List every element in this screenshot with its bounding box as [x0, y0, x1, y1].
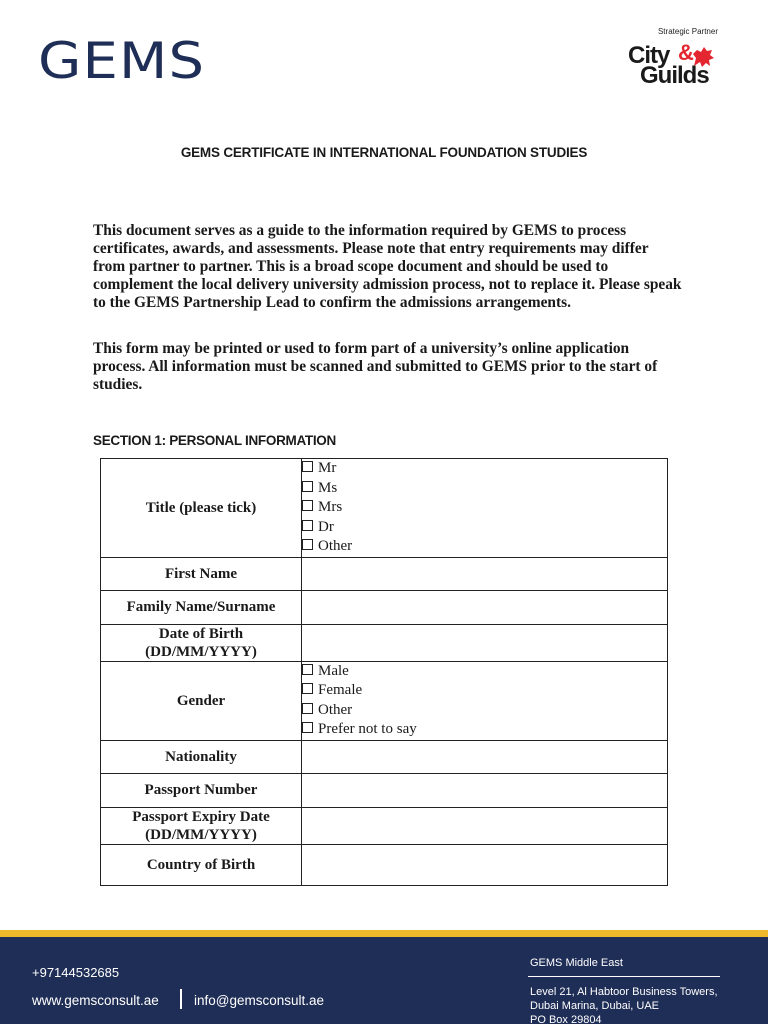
footer-email-link[interactable]: info@gemsconsult.ae: [194, 993, 325, 1008]
first-name-label: First Name: [101, 557, 302, 590]
intro-paragraph-1: This document serves as a guide to the information required by GEMS to process certificates, awards, and assessments. Please note that entry requirements may differ from partner to partner. This is a broad scope document and should be used to complement the local delivery university admission process, not to replace it. Please speak to the GEMS Partnership Lead to confirm the admissions arrangements.: [93, 222, 682, 311]
checkbox-icon[interactable]: [302, 539, 313, 550]
table-row: [101, 624, 668, 661]
passport-number-label: Passport Number: [101, 773, 302, 807]
checkbox-icon[interactable]: [302, 520, 313, 531]
personal-information-table: [100, 458, 668, 886]
table-row: [101, 773, 668, 807]
footer-address: Level 21, Al Habtoor Business Towers, Dubai Marina, Dubai, UAE PO Box 29804: [530, 986, 718, 1026]
footer-phone[interactable]: +97144532685: [32, 965, 120, 980]
table-row: [101, 459, 668, 558]
title-option-dr[interactable]: Dr: [302, 518, 667, 538]
partner-line-city: City: [628, 42, 670, 69]
passport-expiry-label: Passport Expiry Date (DD/MM/YYYY): [101, 807, 302, 844]
partner-ampersand: &: [678, 40, 694, 65]
passport-number-field[interactable]: [302, 773, 668, 807]
passport-expiry-field[interactable]: [302, 807, 668, 844]
table-row: [101, 661, 668, 740]
table-row: [101, 557, 668, 590]
footer-divider: [180, 989, 182, 1009]
nationality-label: Nationality: [101, 740, 302, 773]
country-of-birth-field[interactable]: [302, 844, 668, 885]
gender-option-male[interactable]: Male: [302, 662, 667, 682]
section-1-heading: SECTION 1: PERSONAL INFORMATION: [93, 433, 336, 448]
checkbox-icon[interactable]: [302, 703, 313, 714]
gender-label: Gender: [101, 661, 302, 740]
family-name-label: Family Name/Surname: [101, 590, 302, 624]
document-title: GEMS CERTIFICATE IN INTERNATIONAL FOUNDATION STUDIES: [180, 145, 588, 160]
title-option-mrs[interactable]: Mrs: [302, 498, 667, 518]
intro-paragraph-2: This form may be printed or used to form part of a university’s online application process. All information must be scanned and submitted to GEMS prior to the start of studies.: [93, 340, 658, 393]
title-option-ms[interactable]: Ms: [302, 479, 667, 499]
gender-option-other[interactable]: Other: [302, 701, 667, 721]
checkbox-icon[interactable]: [302, 481, 313, 492]
title-option-other[interactable]: Other: [302, 537, 667, 557]
gender-option-female[interactable]: Female: [302, 681, 667, 701]
table-row: [101, 590, 668, 624]
title-option-mr[interactable]: Mr: [302, 459, 667, 479]
checkbox-icon[interactable]: [302, 461, 313, 472]
gems-logo: GEMS: [38, 32, 206, 90]
first-name-field[interactable]: [302, 557, 668, 590]
footer-org-underline: [528, 976, 720, 977]
checkbox-icon[interactable]: [302, 664, 313, 675]
date-of-birth-field[interactable]: [302, 624, 668, 661]
checkbox-icon[interactable]: [302, 722, 313, 733]
strategic-partner-caption: Strategic Partner: [657, 27, 718, 36]
footer-org-name: GEMS Middle East: [530, 957, 623, 969]
date-of-birth-label: Date of Birth (DD/MM/YYYY): [101, 624, 302, 661]
country-of-birth-label: Country of Birth: [101, 844, 302, 885]
nationality-field[interactable]: [302, 740, 668, 773]
partner-line-guilds: Guilds: [640, 62, 709, 89]
gender-options: [302, 661, 668, 740]
city-and-guilds-logo: [628, 27, 718, 92]
checkbox-icon[interactable]: [302, 683, 313, 694]
title-label: Title (please tick): [101, 459, 302, 558]
table-row: [101, 740, 668, 773]
checkbox-icon[interactable]: [302, 500, 313, 511]
lion-icon: [690, 44, 716, 70]
family-name-field[interactable]: [302, 590, 668, 624]
footer-bar: [0, 930, 768, 1024]
title-options: [302, 459, 668, 558]
gender-option-prefer-not-to-say[interactable]: Prefer not to say: [302, 720, 667, 740]
table-row: [101, 844, 668, 885]
footer-website-link[interactable]: www.gemsconsult.ae: [32, 993, 159, 1008]
table-row: [101, 807, 668, 844]
